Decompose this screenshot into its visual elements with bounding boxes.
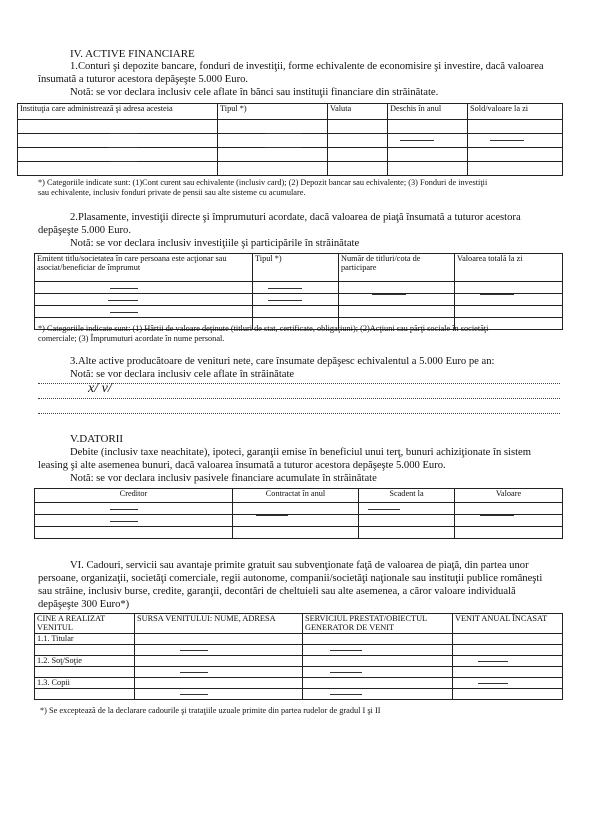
- table-row: [35, 645, 563, 656]
- t1-footnote-line2: sau echivalente, inclusiv fonduri private de pensii sau alte sisteme cu acumulare.: [38, 188, 306, 197]
- table-row: [18, 162, 563, 176]
- p2-line2: depăşeşte 5.000 Euro.: [38, 225, 131, 236]
- section-v-title: V.DATORII: [70, 433, 124, 445]
- row-label-sot: 1.2. Soţ/Soţie: [35, 656, 135, 667]
- table-cadouri: [34, 613, 563, 700]
- dash-mark: [110, 509, 138, 510]
- t2-header-numar: Număr de titluri/cota de participare: [339, 254, 455, 282]
- t4-footnote: *) Se exceptează de la declarare cadourile şi trataţiile uzuale primite din partea rudelor de gradul I şi II: [40, 706, 381, 715]
- table-plasamente: [34, 253, 563, 330]
- table-row: [18, 148, 563, 162]
- dash-mark: [480, 294, 514, 295]
- dash-mark: [268, 288, 302, 289]
- t2-header-emitent: Emitent titlu/societatea în care persoana este acţionar sau asociat/beneficiar de împrumut: [35, 254, 253, 282]
- dash-mark: [490, 140, 524, 141]
- s5-note: Notă: se vor declara inclusiv pasivele financiare acumulate în străinătate: [70, 473, 377, 484]
- table-conturi: [17, 103, 563, 176]
- dash-mark: [330, 650, 362, 651]
- p3-note: Notă: se vor declara inclusiv cele aflate în străinătate: [70, 369, 295, 380]
- dash-mark: [180, 694, 208, 695]
- p2-line1: 2.Plasamente, investiţii directe şi împrumuturi acordate, dacă valoarea de piaţă însumată a tuturor acestora: [70, 212, 521, 223]
- t1-header-sold: Sold/valoare la zi: [468, 104, 563, 120]
- p2-note: Notă: se vor declara inclusiv investiţiile şi participările în străinătate: [70, 238, 360, 249]
- dash-mark: [368, 509, 400, 510]
- s6-line3: sau străine, inclusiv burse, credite, garanţii, decontări de cheltuieli sau alte asemenea, a căror valoare individuală: [38, 586, 516, 597]
- dotted-line: [38, 383, 560, 384]
- dash-mark: [110, 312, 138, 313]
- t1-header-valuta: Valuta: [328, 104, 388, 120]
- dash-mark: [108, 300, 138, 301]
- row-label-copii: 1.3. Copii: [35, 678, 135, 689]
- dash-mark: [268, 300, 302, 301]
- table-row: [35, 689, 563, 700]
- p1-note: Notă: se vor declara inclusiv cele aflate în bănci sau instituţii financiare din străinătate.: [70, 87, 439, 98]
- table-row: [35, 634, 563, 645]
- dash-mark: [372, 294, 406, 295]
- t3-header-creditor: Creditor: [35, 489, 233, 503]
- dash-mark: [180, 672, 208, 673]
- dash-mark: [265, 133, 301, 134]
- t4-header-venit: VENIT ANUAL ÎNCASAT: [453, 614, 563, 634]
- t2-footnote-line1: *) Categoriile indicate sunt: (1) Hârtii de valoare deţinute (titluri de stat, certificate, obligaţiuni); (2)Acţiuni sau părţi sociale în societăţi: [38, 324, 489, 333]
- s5-line2: leasing şi alte asemenea bunuri, dacă valoarea însumată a tuturor acestora depăşeşte 5.000 Euro.: [38, 460, 446, 471]
- dash-mark: [110, 161, 138, 162]
- table-row: [18, 134, 563, 148]
- table-row: [35, 667, 563, 678]
- t2-header-valoare: Valoarea totală la zi: [455, 254, 563, 282]
- dash-mark: [330, 694, 362, 695]
- dash-mark: [480, 515, 514, 516]
- s6-line2: persoane, organizaţii, societăţi comerciale, regii autonome, companii/societăţi naţionale sau instituţii publice româneşti: [38, 573, 543, 584]
- dash-mark: [110, 288, 138, 289]
- row-label-titular: 1.1. Titular: [35, 634, 135, 645]
- t4-header-cine: CINE A REALIZAT VENITUL: [35, 614, 135, 634]
- dash-mark: [256, 515, 288, 516]
- handwritten-mark: x/ v/: [88, 381, 112, 396]
- t2-header-tip: Tipul *): [253, 254, 339, 282]
- table-row: [35, 527, 563, 539]
- t1-footnote-line1: *) Categoriile indicate sunt: (1)Cont curent sau echivalente (inclusiv card); (2) Depozit bancar sau echivalente; (3) Fonduri de investiţii: [38, 178, 488, 187]
- dash-mark: [265, 147, 301, 148]
- t4-header-sursa: SURSA VENITULUI: NUME, ADRESA: [135, 614, 303, 634]
- t1-header-institutie: Instituţia care administrează şi adresa acesteia: [18, 104, 218, 120]
- s6-line1: VI. Cadouri, servicii sau avantaje primite gratuit sau subvenţionate faţă de valoarea de piaţă, din partea unor: [70, 560, 529, 571]
- t3-header-scadent: Scadent la: [359, 489, 455, 503]
- dash-mark: [110, 133, 138, 134]
- s5-line1: Debite (inclusiv taxe neachitate), ipoteci, garanţii emise în beneficiul unui terţ, bunuri achiziţionate în sistem: [70, 447, 531, 458]
- dash-mark: [478, 683, 508, 684]
- dash-mark: [110, 521, 138, 522]
- table-datorii: [34, 488, 563, 539]
- p1-line1: 1.Conturi şi depozite bancare, fonduri de investiţii, forme echivalente de economisire şi investire, dacă valoarea: [70, 61, 544, 72]
- t1-header-tip: Tipul *): [218, 104, 328, 120]
- p1-line2: însumată a tuturor acestora depăşeşte 5.000 Euro.: [38, 74, 249, 85]
- table-row: [18, 120, 563, 134]
- section-iv-title: IV. ACTIVE FINANCIARE: [70, 48, 195, 60]
- dotted-line: [38, 413, 560, 414]
- t4-header-serviciul: SERVICIUL PRESTAT/OBIECTUL GENERATOR DE VENIT: [303, 614, 453, 634]
- dash-mark: [180, 650, 208, 651]
- dotted-line: [38, 398, 560, 399]
- t3-header-valoare: Valoare: [455, 489, 563, 503]
- dash-mark: [108, 147, 138, 148]
- p3-line1: 3.Alte active producătoare de venituri nete, care însumate depăşesc echivalentul a 5.000 Euro pe an:: [70, 356, 495, 367]
- dash-mark: [400, 140, 434, 141]
- t3-header-contractat: Contractat în anul: [233, 489, 359, 503]
- s6-line4: depăşeşte 300 Euro*): [38, 599, 130, 610]
- dash-mark: [478, 661, 508, 662]
- t2-footnote-line2: comerciale; (3) Împrumuturi acordate în nume personal.: [38, 334, 225, 343]
- dash-mark: [330, 672, 362, 673]
- t1-header-deschis: Deschis în anul: [388, 104, 468, 120]
